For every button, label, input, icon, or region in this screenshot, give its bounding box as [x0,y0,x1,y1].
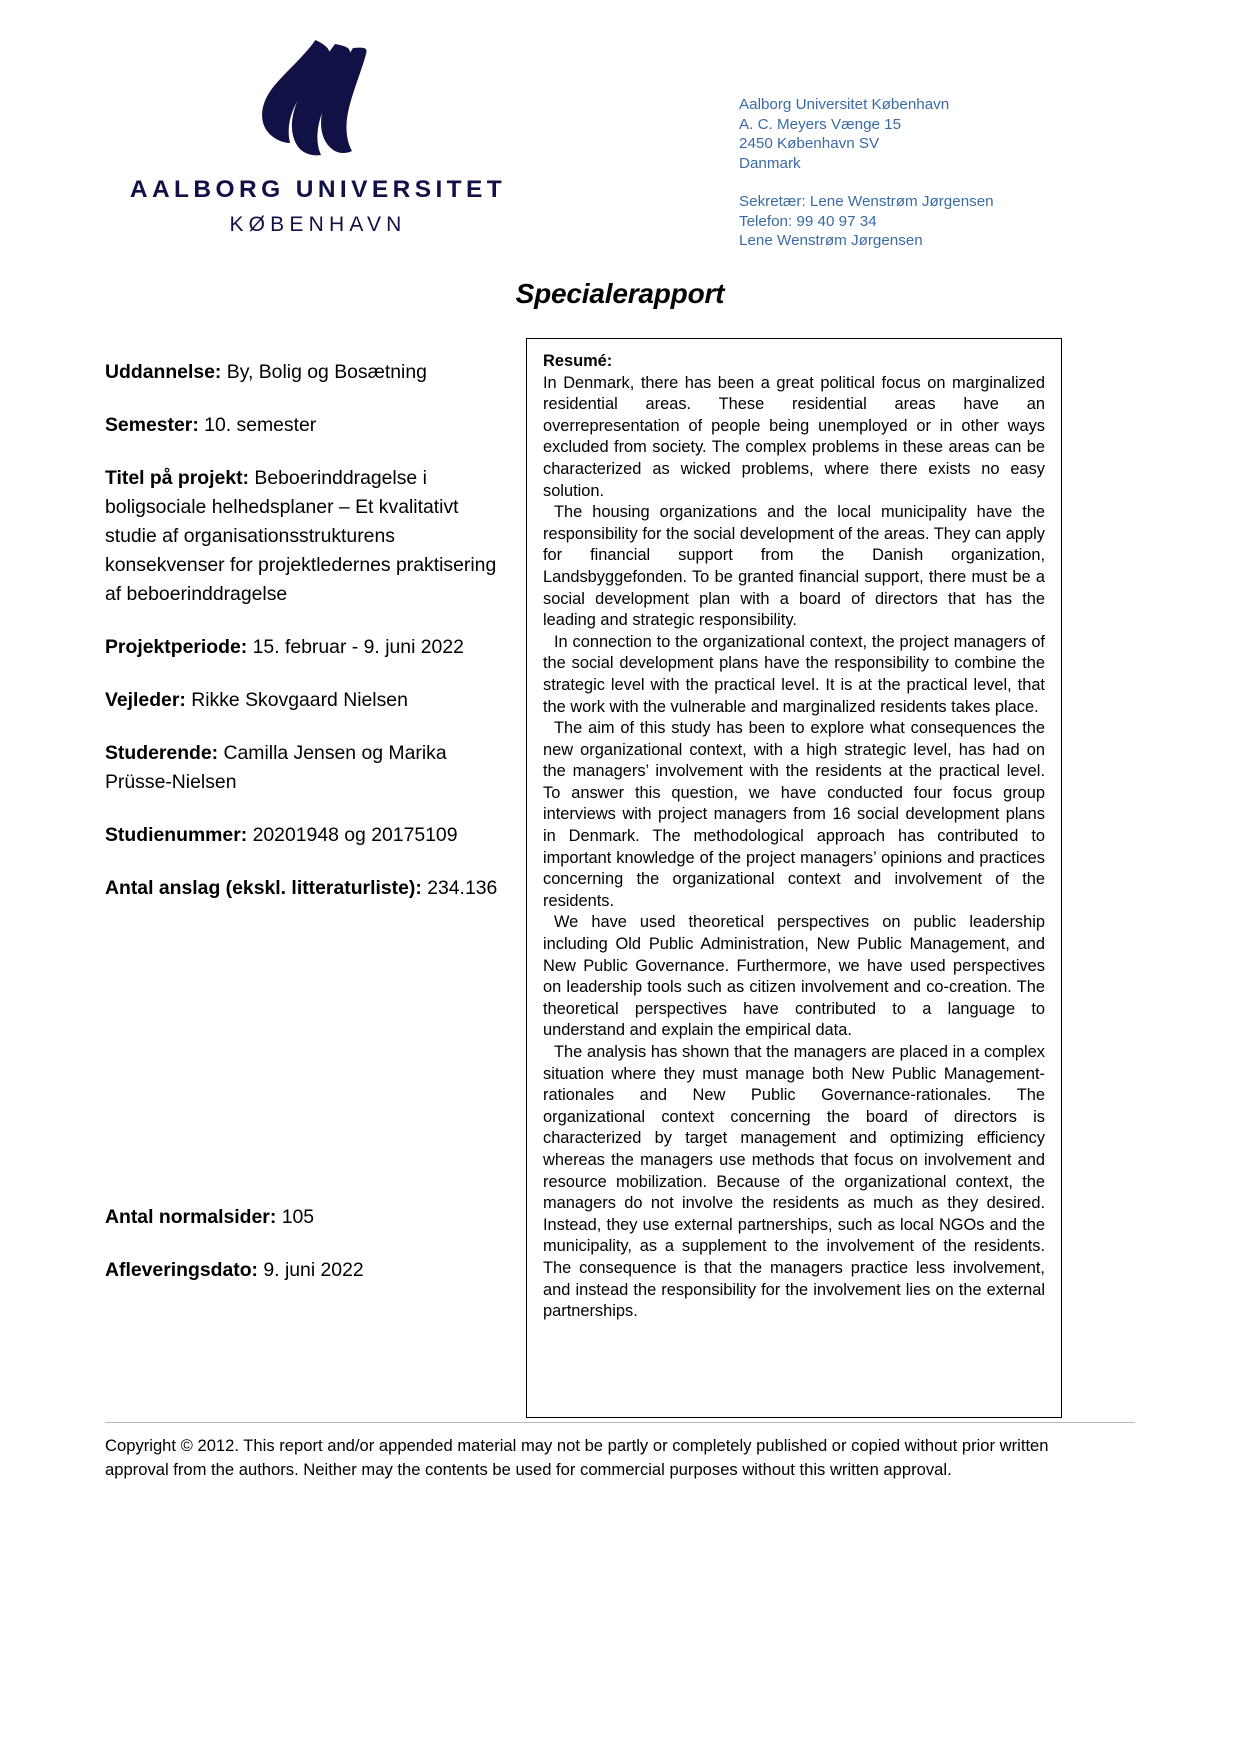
metadata-value: Rikke Skovgaard Nielsen [191,689,408,711]
university-address-block [739,95,1159,251]
metadata-field-afleveringsdato [105,1256,505,1285]
metadata-label: Titel på projekt: [105,467,250,489]
address-line: A. C. Meyers Vænge 15 [739,115,902,133]
page-header [0,0,1240,250]
metadata-value: Beboerinddragelse i boligsociale helhedsplaner – Et kvalitativt studie af organisationsstrukturens konsekvenser for projektledernes praktisering af beboerinddragelse [105,467,497,605]
address-line: Aalborg Universitet København [739,96,950,113]
metadata-field-studerende [105,739,505,797]
metadata-value: 234.136 [427,877,498,899]
aau-logo-block [118,38,518,237]
secretary-line: Sekretær: Lene Wenstrøm Jørgensen [739,193,994,210]
metadata-value: 105 [281,1206,315,1228]
metadata-label: Studienummer: [105,824,248,846]
abstract-paragraph: In Denmark, there has been a great political focus on marginalized residential areas. These residential areas have an overrepresentation of people being unemployed or in other ways excluded from society. The complex problems in these areas can be characterized as wicked problems, where there exists no easy solution. [543,373,1045,500]
metadata-field-antal-normalsider [105,1203,505,1232]
page-title: Specialerapport [515,278,725,309]
metadata-value: By, Bolig og Bosætning [226,361,427,383]
abstract-paragraph: We have used theoretical perspectives on public leadership including Old Public Administration, New Public Management, and New Public Governance. Furthermore, we have used perspectives on leadership tools such as citizen involvement and co-creation. The theoretical perspectives have contributed to a language to understand and explain the empirical data. [543,913,1045,1040]
abstract-box [526,338,1062,1418]
metadata-value: 20201948 og 20175109 [252,824,458,846]
metadata-field-vejleder [105,686,505,715]
metadata-field-titel [105,464,505,609]
abstract-paragraph: The housing organizations and the local municipality have the responsibility for the social development of the areas. They can apply for financial support from the Danish organization, Landsbyggefonden. To be granted financial support, there must be a social development plan with a board of directors that has the leading and strategic responsibility. [543,503,1045,630]
copyright-notice: Copyright © 2012. This report and/or appended material may not be partly or completely published or copied without prior written approval from the authors. Neither may the contents be used for commercial purposes without this written approval. [105,1436,1049,1479]
contact-name-line: Lene Wenstrøm Jørgensen [739,232,923,249]
abstract-heading: Resumé: [543,352,613,370]
metadata-label: Studerende: [105,742,219,764]
metadata-label: Antal normalsider: [105,1206,277,1228]
metadata-field-projektperiode [105,633,505,662]
metadata-label: Afleveringsdato: [105,1259,258,1281]
metadata-value: 15. februar - 9. juni 2022 [252,636,464,658]
metadata-field-studienummer [105,821,505,850]
metadata-field-antal-anslag [105,874,505,903]
metadata-value: 10. semester [204,414,317,436]
logo-campus-name: KØBENHAVN [229,213,407,236]
metadata-label: Vejleder: [105,689,186,711]
metadata-label: Antal anslag (ekskl. litteraturliste): [105,877,422,899]
footer-divider [105,1422,1135,1423]
metadata-value: 9. juni 2022 [263,1259,364,1281]
project-metadata-column [105,358,505,1309]
metadata-field-semester [105,411,505,440]
metadata-spacer [105,927,505,1203]
abstract-paragraph: The aim of this study has been to explore what consequences the new organizational context, with a high strategic level, has had on the managers’ involvement with the residents at the practical level. To answer this question, we have conducted four focus group interviews with project managers from 16 social development plans in Denmark. The methodological approach has contributed to important knowledge of the project managers’ opinions and practices concerning the organizational context and involvement of the residents. [543,719,1045,910]
metadata-value: Camilla Jensen og Marika Prüsse-Nielsen [105,742,447,793]
metadata-field-uddannelse [105,358,505,387]
aau-flame-logo-icon [253,38,383,156]
metadata-label: Semester: [105,414,199,436]
address-line: 2450 København SV [739,135,880,152]
telephone-line: Telefon: 99 40 97 34 [739,212,877,230]
abstract-paragraph: In connection to the organizational context, the project managers of the social development plans have the responsibility to combine the strategic level with the practical level. It is at the practical level, that the work with the vulnerable and marginalized residents takes place. [543,632,1045,716]
metadata-label: Projektperiode: [105,636,248,658]
abstract-paragraph: The analysis has shown that the managers are placed in a complex situation where they must manage both New Public Management-rationales and New Public Governance-rationales. The organizational context concerning the board of directors is characterized by target management and optimizing efficiency whereas the managers use methods that focus on involvement and resource mobilization. Because of the organizational context, the managers do not involve the residents as much as they desired. Instead, they use external partnerships, such as local NGOs and the municipality, as a supplement to the involvement of the residents. The consequence is that the managers practice less involvement, and instead the responsibility for the involvement lies on the external partnerships. [543,1043,1045,1321]
address-line: Danmark [739,154,801,172]
logo-wordmark: AALBORG UNIVERSITET [129,176,507,203]
metadata-label: Uddannelse: [105,361,222,383]
address-spacer [739,173,1159,192]
